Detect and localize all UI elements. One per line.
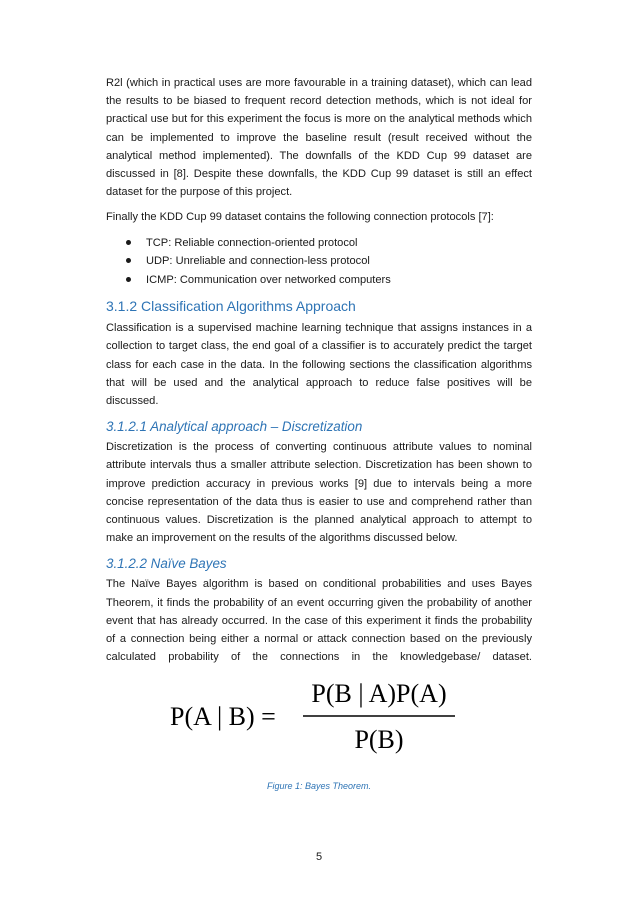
- bayes-equation: [106, 676, 532, 758]
- protocol-list: [106, 234, 532, 290]
- paragraph-kdd-downfalls: R2l (which in practical uses are more favourable in a training dataset), which can lead the results to be biased to frequent record detection methods, which is not ideal for practical use but for this experiment the focus is more on the analytical methods which can be implemented to improve the baseline result (result received without the analytical method implemented). The downfalls of the KDD Cup 99 dataset are discussed in [8]. Despite these downfalls, the KDD Cup 99 dataset is still an effect dataset for the purpose of this project.: [106, 77, 532, 199]
- list-item: [106, 252, 532, 271]
- bayes-equation-figure: [158, 676, 478, 758]
- list-item-text: TCP: Reliable connection-oriented protocol: [146, 236, 358, 249]
- section-heading-naive-bayes: 3.1.2.2 Naïve Bayes: [106, 556, 227, 572]
- bullet-icon: [126, 240, 131, 245]
- page-number: 5: [315, 851, 323, 863]
- paragraph-protocols-intro: Finally the KDD Cup 99 dataset contains the following connection protocols [7]:: [106, 211, 494, 224]
- equation-numerator: P(B | A)P(A): [311, 679, 447, 709]
- list-item-text: ICMP: Communication over networked computers: [146, 273, 391, 286]
- section-heading-classification: 3.1.2 Classification Algorithms Approach: [106, 298, 356, 315]
- bullet-icon: [126, 258, 131, 263]
- list-item: [106, 271, 532, 290]
- paragraph-discretization: Discretization is the process of converting continuous attribute values to nominal attribute intervals thus a smaller attribute selection. Discretization has been shown to improve prediction accuracy in previous works [9] due to intervals being a more concise representation of the data thus is easier to use and comprehend rather than continuous values. Discretization is the planned analytical approach to attempt to make an improvement on the results of the algorithms discussed below.: [106, 441, 532, 545]
- list-item: [106, 234, 532, 253]
- paragraph-classification: Classification is a supervised machine learning technique that assigns instances in a collection to target class, the end goal of a classifier is to accurately predict the target class for each case in the data. In the following sections the classification algorithms that will be used and the analytical approach to reduce false positives will be discussed.: [106, 322, 532, 407]
- figure-caption: Figure 1: Bayes Theorem.: [266, 781, 372, 791]
- page-content: [106, 74, 532, 758]
- paragraph-naive-bayes: The Naïve Bayes algorithm is based on conditional probabilities and uses Bayes Theorem, it finds the probability of an event occurring given the probability of another event that has already occurred. In the case of this experiment it finds the probability of a connection being either a normal or attack connection based on the previously calculated probability of the connections in the knowledgebase/ dataset.: [106, 578, 532, 664]
- list-item-text: UDP: Unreliable and connection-less protocol: [146, 255, 370, 268]
- equation-lhs: P(A | B) =: [170, 702, 276, 732]
- equation-denominator: P(B): [354, 725, 404, 755]
- section-heading-discretization: 3.1.2.1 Analytical approach – Discretization: [106, 419, 363, 435]
- bullet-icon: [126, 277, 131, 282]
